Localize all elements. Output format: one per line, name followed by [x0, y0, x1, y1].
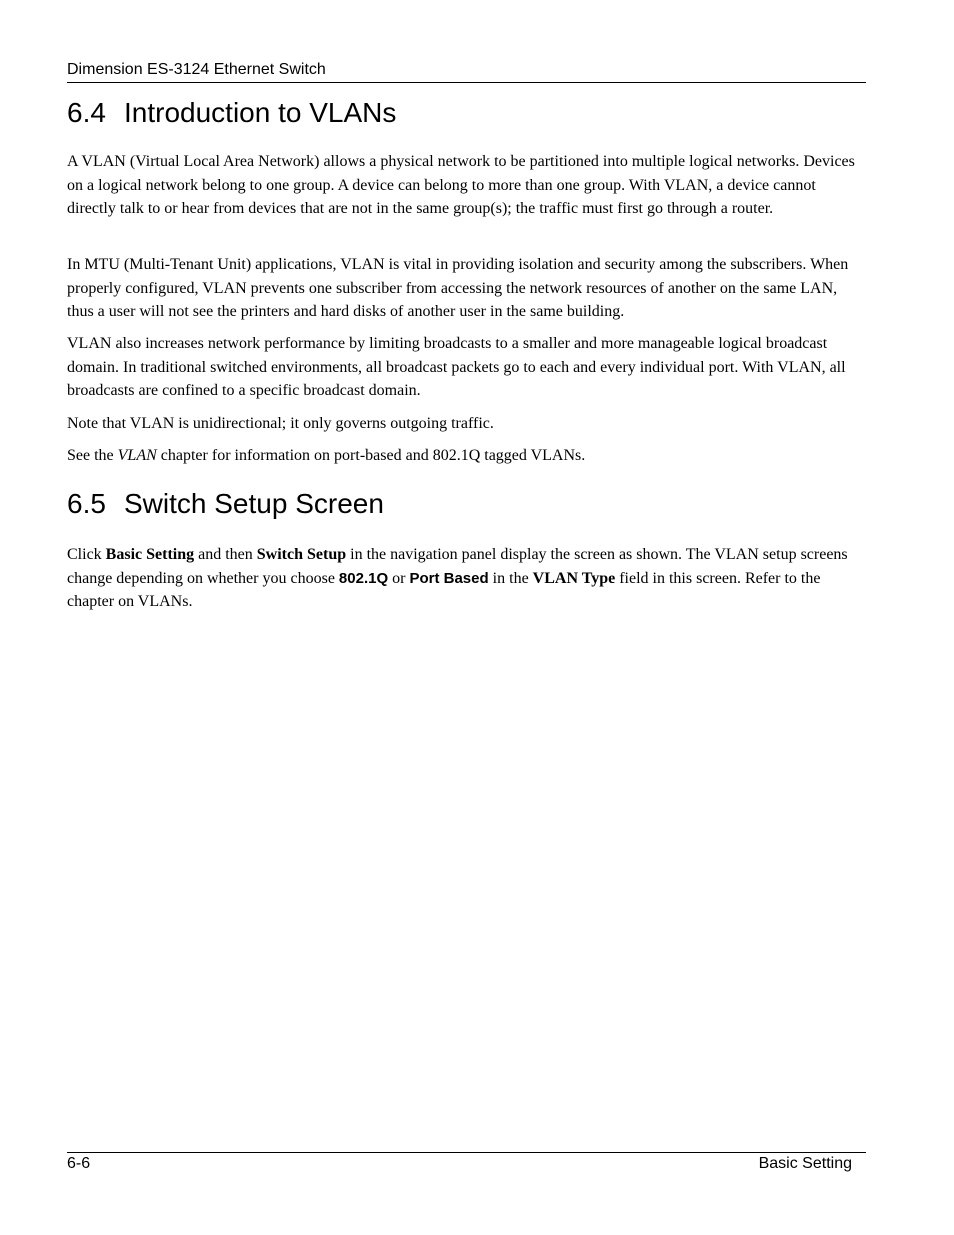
section-title: Introduction to VLANs — [124, 97, 397, 128]
text-run: in the navigation panel display the screen as shown. The VLAN setup screens change depending on whether you choose — [67, 546, 848, 587]
running-header — [67, 60, 866, 83]
section-heading-6-4 — [67, 96, 396, 130]
chapter-name: Basic Setting — [758, 1155, 852, 1172]
paragraph-switch-setup — [67, 543, 867, 614]
term-switch-setup: Switch Setup — [256, 546, 347, 563]
section-heading-6-5 — [67, 487, 384, 521]
text-run: chapter for information on port-based and 802.1Q tagged VLANs. — [156, 447, 586, 464]
paragraph-unidirectional-note: Note that VLAN is unidirectional; it only governs outgoing traffic. — [67, 415, 494, 432]
text-run: and then — [194, 546, 257, 563]
paragraph-mtu-applications: In MTU (Multi-Tenant Unit) applications, VLAN is vital in providing isolation and security among the subscribers. When properly configured, VLAN prevents one subscriber from accessing the network resources of another on the same LAN, thus a user will not see the printers and hard disks of another user in the same building. — [67, 256, 849, 320]
running-footer — [67, 1152, 866, 1172]
section-title: Switch Setup Screen — [124, 488, 384, 519]
chapter-reference-vlan: VLAN — [117, 447, 157, 464]
section-number: 6.5 — [67, 488, 106, 519]
option-802-1q: 802.1Q — [338, 569, 389, 587]
section-number: 6.4 — [67, 97, 106, 128]
text-run: in the — [488, 569, 533, 587]
option-port-based: Port Based — [409, 569, 489, 587]
term-vlan-type: VLAN Type — [532, 569, 616, 587]
text-run: Click — [67, 546, 106, 563]
paragraph-network-performance: VLAN also increases network performance by limiting broadcasts to a smaller and more manageable logical broadcast domain. In traditional switched environments, all broadcast packets go to each and every individual port. With VLAN, all broadcasts are confined to a specific broadcast domain. — [67, 335, 846, 399]
term-basic-setting: Basic Setting — [105, 546, 195, 563]
text-run: field in this screen. Refer to the chapter on VLANs. — [67, 569, 821, 610]
paragraph-see-vlan-chapter — [67, 444, 867, 468]
text-run: See the — [67, 447, 118, 464]
paragraph-vlan-definition: A VLAN (Virtual Local Area Network) allows a physical network to be partitioned into multiple logical networks. Devices on a logical network belong to one group. A device can belong to more than one group. With VLAN, a device cannot directly talk to or hear from devices that are not in the same group(s); the traffic must first go through a router. — [67, 153, 855, 217]
text-run: or — [388, 569, 410, 587]
page-number: 6-6 — [67, 1155, 91, 1172]
header-title: Dimension ES-3124 Ethernet Switch — [67, 61, 326, 78]
